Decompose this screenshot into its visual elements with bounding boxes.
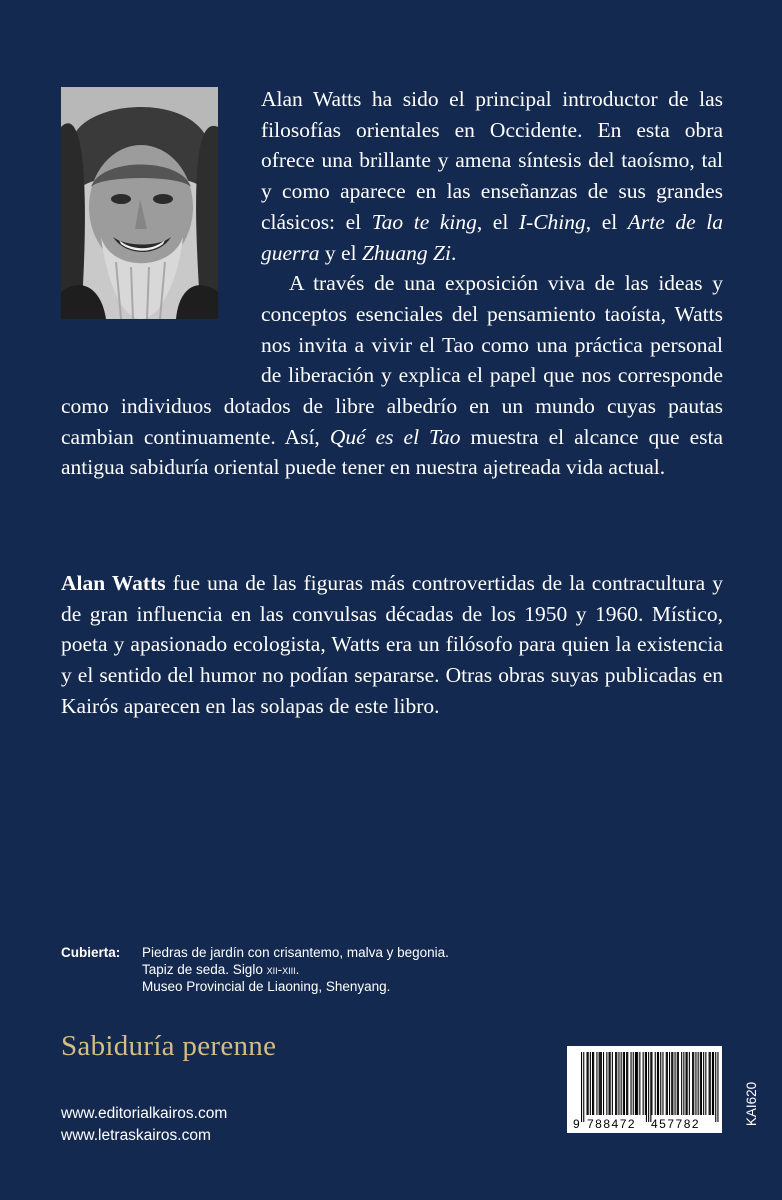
barcode-bar xyxy=(639,1052,640,1115)
barcode-bar xyxy=(612,1052,613,1115)
barcode-bar xyxy=(672,1052,673,1115)
p1-run-6: y el xyxy=(319,240,362,265)
barcode-bar xyxy=(705,1052,706,1115)
barcode-graphic xyxy=(567,1046,722,1133)
barcode-bar xyxy=(621,1052,622,1115)
p2-run-0: A través de una exposición viva de las ideas y conceptos esenciales del pensamiento taoísta, Watts nos invita a vivir el Tao como una práctica personal de liberación y explica el papel que nos corresponde como individuos dotados de libre albedrío en un mundo cuyas pautas cambian continuamente. Así, xyxy=(61,271,723,449)
p2-run-1: Qué es el Tao xyxy=(329,424,461,449)
cover-credit-line-2-prefix: Tapiz de seda. Siglo xyxy=(142,962,267,977)
barcode-bar xyxy=(609,1052,610,1115)
barcode-bar xyxy=(681,1052,682,1115)
barcode-bar xyxy=(633,1052,634,1115)
barcode-bar xyxy=(701,1052,702,1115)
p1-run-7: Zhuang Zi xyxy=(361,240,451,265)
barcode-bar xyxy=(669,1052,670,1115)
barcode-bar xyxy=(618,1052,619,1115)
photo-spacer xyxy=(61,84,261,390)
barcode-bar xyxy=(658,1052,659,1115)
p1-run-8: . xyxy=(450,240,457,265)
barcode-bar xyxy=(624,1052,625,1115)
barcode-bar xyxy=(683,1052,684,1115)
barcode-bar xyxy=(593,1052,594,1115)
barcode-bar xyxy=(678,1052,679,1115)
barcode-bar xyxy=(600,1052,601,1115)
barcode-bar xyxy=(592,1052,593,1115)
barcode-bar xyxy=(610,1052,611,1115)
author-name: Alan Watts xyxy=(61,571,166,595)
barcode-bar xyxy=(666,1052,667,1115)
barcode-bar xyxy=(710,1052,711,1115)
barcode-bar xyxy=(581,1052,582,1122)
barcode-bar xyxy=(636,1052,637,1115)
barcode-bar xyxy=(677,1052,678,1115)
p1-run-1: Tao te king xyxy=(371,209,477,234)
barcode-bar xyxy=(601,1052,602,1115)
book-description xyxy=(61,84,723,483)
barcode-bar xyxy=(660,1052,661,1115)
barcode-bar xyxy=(587,1052,588,1115)
barcode-bar xyxy=(687,1052,688,1115)
author-bio-text: fue una de las figuras más controvertidas de la contracultura y de gran influencia en las convulsas décadas de los 1950 y 1960. Místico, poeta y apasionado ecologista, Watts era un filósofo para quien la existencia y el sentido del humor no podían separarse. Otras obras suyas publicadas en Kairós aparecen en las solapas de este libro. xyxy=(61,571,723,718)
cover-credit-century: xii-xiii xyxy=(266,962,296,977)
cover-credit-line-2-suffix: . xyxy=(295,962,300,977)
barcode-bar xyxy=(603,1052,604,1115)
cover-credit-line-2 xyxy=(142,961,542,978)
barcode-bar xyxy=(675,1052,676,1115)
cover-credit-line-3: Museo Provincial de Liaoning, Shenyang. xyxy=(142,979,391,994)
p1-run-0: Alan Watts ha sido el principal introductor de las filosofías orientales en Occidente. En esta obra ofrece una brillante y amena síntesis del taoísmo, tal y como aparece en las enseñanzas de sus grandes clásicos: el xyxy=(261,87,723,234)
cover-credit-label: Cubierta: xyxy=(61,945,121,960)
p1-run-5: Arte de la guerra xyxy=(261,209,723,265)
barcode-bar xyxy=(713,1052,714,1115)
author-bio xyxy=(61,568,723,722)
barcode-bar xyxy=(700,1052,701,1115)
barcode-bar xyxy=(646,1052,647,1122)
barcode-bar xyxy=(648,1052,649,1122)
publisher-urls xyxy=(61,1103,227,1147)
barcode-bar xyxy=(695,1052,696,1115)
barcode-bar xyxy=(667,1052,668,1115)
barcode-bar xyxy=(698,1052,699,1115)
p1-run-4: , el xyxy=(585,209,628,234)
barcode-bar xyxy=(686,1052,687,1115)
barcode-bar xyxy=(717,1052,718,1122)
p1-run-3: I-Ching xyxy=(518,209,586,234)
barcode-bar xyxy=(662,1052,663,1115)
collection-title: Sabiduría perenne xyxy=(61,1030,277,1062)
isbn-group-1: 788472 xyxy=(587,1117,637,1131)
barcode-bar xyxy=(627,1052,628,1115)
barcode-bar xyxy=(703,1052,704,1115)
barcode-bar xyxy=(645,1052,646,1115)
barcode-bar xyxy=(631,1052,632,1115)
barcode-bar xyxy=(650,1052,651,1122)
barcode-bar xyxy=(590,1052,591,1115)
author-bio-paragraph xyxy=(61,568,723,722)
barcode-bar xyxy=(692,1052,693,1115)
isbn-first-digit: 9 xyxy=(573,1117,580,1131)
barcode-bar xyxy=(599,1052,600,1115)
cover-credit-lines xyxy=(142,944,542,995)
barcode-bar xyxy=(615,1052,616,1115)
barcode-bar xyxy=(689,1052,690,1115)
cover-credit-line-1: Piedras de jardín con crisantemo, malva y begonia. xyxy=(142,945,449,960)
barcode-bar xyxy=(616,1052,617,1115)
isbn-group-2: 457782 xyxy=(651,1117,701,1131)
barcode-bar xyxy=(693,1052,694,1115)
url-letraskairos[interactable]: www.letraskairos.com xyxy=(61,1127,211,1144)
barcode-bar xyxy=(606,1052,607,1115)
barcode-bar xyxy=(715,1052,716,1122)
p1-run-2: , el xyxy=(476,209,519,234)
barcode-bar xyxy=(709,1052,710,1115)
barcode-bar xyxy=(657,1052,658,1115)
product-code: KAI620 xyxy=(744,1081,759,1127)
barcode-bar xyxy=(655,1052,656,1115)
barcode-bar xyxy=(651,1052,652,1115)
barcode-bar xyxy=(588,1052,589,1115)
barcode-bar xyxy=(583,1052,584,1122)
barcode xyxy=(567,1046,722,1133)
barcode-bar xyxy=(635,1052,636,1115)
barcode-bar xyxy=(596,1052,597,1115)
barcode-bar xyxy=(643,1052,644,1115)
barcode-bar xyxy=(712,1052,713,1115)
url-editorialkairos[interactable]: www.editorialkairos.com xyxy=(61,1105,228,1122)
barcode-bar xyxy=(626,1052,627,1115)
p2-run-2: muestra el alcance que esta antigua sabiduría oriental puede tener en nuestra ajetreada vida actual. xyxy=(61,424,723,480)
barcode-bar xyxy=(637,1052,638,1115)
barcode-bar xyxy=(671,1052,672,1115)
barcode-bar xyxy=(623,1052,624,1115)
barcode-bars xyxy=(581,1052,719,1122)
